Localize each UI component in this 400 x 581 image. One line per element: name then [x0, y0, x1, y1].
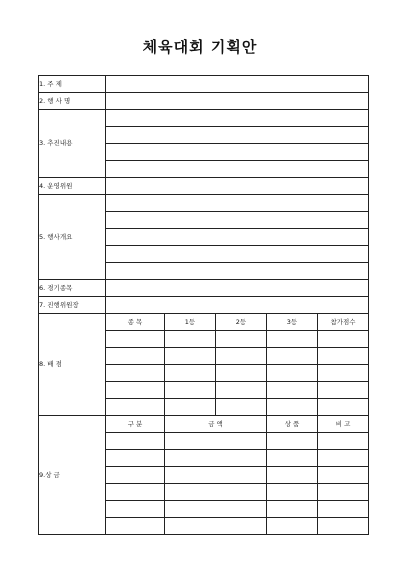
prize-cell[interactable] — [267, 433, 318, 450]
scoring-cell[interactable] — [106, 382, 165, 399]
details-row — [39, 110, 369, 127]
prize-header-goods: 상 품 — [267, 416, 318, 433]
overview-field[interactable] — [106, 212, 369, 229]
prize-cell[interactable] — [267, 518, 318, 535]
scoring-cell[interactable] — [165, 399, 216, 416]
prize-cell[interactable] — [106, 433, 165, 450]
prize-header-category: 구 분 — [106, 416, 165, 433]
theme-field[interactable] — [106, 76, 369, 93]
chair-field[interactable] — [106, 297, 369, 314]
overview-label: 5. 행사개요 — [39, 195, 106, 280]
scoring-header-second: 2등 — [216, 314, 267, 331]
overview-row — [39, 195, 369, 212]
scoring-header-participation: 참가점수 — [318, 314, 369, 331]
prize-cell[interactable] — [106, 484, 165, 501]
overview-field[interactable] — [106, 195, 369, 212]
scoring-cell[interactable] — [216, 399, 267, 416]
scoring-cell[interactable] — [267, 399, 318, 416]
prize-cell[interactable] — [165, 484, 267, 501]
prize-cell[interactable] — [318, 433, 369, 450]
scoring-cell[interactable] — [106, 331, 165, 348]
committee-row — [39, 178, 369, 195]
scoring-cell[interactable] — [216, 348, 267, 365]
scoring-header-third: 3등 — [267, 314, 318, 331]
scoring-cell[interactable] — [267, 382, 318, 399]
details-field[interactable] — [106, 127, 369, 144]
scoring-cell[interactable] — [165, 365, 216, 382]
events-field[interactable] — [106, 280, 369, 297]
prize-cell[interactable] — [165, 433, 267, 450]
scoring-cell[interactable] — [267, 348, 318, 365]
events-row — [39, 280, 369, 297]
prize-label: 9.상 금 — [39, 416, 106, 535]
prize-cell[interactable] — [267, 467, 318, 484]
prize-cell[interactable] — [165, 518, 267, 535]
scoring-cell[interactable] — [216, 365, 267, 382]
event-name-field[interactable] — [106, 93, 369, 110]
document-title: 체육대회 기획안 — [142, 38, 258, 56]
scoring-cell[interactable] — [165, 331, 216, 348]
prize-cell[interactable] — [318, 450, 369, 467]
prize-cell[interactable] — [318, 518, 369, 535]
scoring-cell[interactable] — [318, 331, 369, 348]
prize-cell[interactable] — [106, 518, 165, 535]
scoring-header-row — [39, 314, 369, 331]
scoring-cell[interactable] — [267, 365, 318, 382]
theme-row — [39, 76, 369, 93]
prize-header-remarks: 비 고 — [318, 416, 369, 433]
prize-cell[interactable] — [267, 484, 318, 501]
prize-cell[interactable] — [106, 501, 165, 518]
prize-cell[interactable] — [318, 484, 369, 501]
plan-form-table — [38, 75, 369, 535]
details-field[interactable] — [106, 161, 369, 178]
event-name-label: 2. 행 사 명 — [39, 93, 106, 110]
scoring-cell[interactable] — [216, 382, 267, 399]
scoring-header-first: 1등 — [165, 314, 216, 331]
overview-field[interactable] — [106, 246, 369, 263]
scoring-header-event: 종 목 — [106, 314, 165, 331]
prize-cell[interactable] — [165, 501, 267, 518]
scoring-label: 8. 배 점 — [39, 314, 106, 416]
overview-field[interactable] — [106, 229, 369, 246]
prize-header-amount: 금 액 — [165, 416, 267, 433]
prize-cell[interactable] — [165, 450, 267, 467]
prize-cell[interactable] — [165, 467, 267, 484]
scoring-cell[interactable] — [165, 348, 216, 365]
prize-cell[interactable] — [267, 501, 318, 518]
scoring-cell[interactable] — [267, 331, 318, 348]
details-field[interactable] — [106, 110, 369, 127]
scoring-cell[interactable] — [165, 382, 216, 399]
event-name-row — [39, 93, 369, 110]
scoring-cell[interactable] — [318, 382, 369, 399]
committee-label: 4. 운영위원 — [39, 178, 106, 195]
prize-cell[interactable] — [318, 501, 369, 518]
scoring-cell[interactable] — [318, 348, 369, 365]
prize-cell[interactable] — [106, 467, 165, 484]
scoring-cell[interactable] — [318, 399, 369, 416]
chair-row — [39, 297, 369, 314]
theme-label: 1. 주 제 — [39, 76, 106, 93]
committee-field[interactable] — [106, 178, 369, 195]
prize-cell[interactable] — [106, 450, 165, 467]
chair-label: 7. 진행위원장 — [39, 297, 106, 314]
prize-cell[interactable] — [318, 467, 369, 484]
events-label: 6. 경기종목 — [39, 280, 106, 297]
prize-cell[interactable] — [267, 450, 318, 467]
scoring-cell[interactable] — [106, 348, 165, 365]
scoring-cell[interactable] — [318, 365, 369, 382]
details-label: 3. 추진내용 — [39, 110, 106, 178]
prize-header-row — [39, 416, 369, 433]
scoring-cell[interactable] — [106, 365, 165, 382]
scoring-cell[interactable] — [106, 399, 165, 416]
details-field[interactable] — [106, 144, 369, 161]
scoring-cell[interactable] — [216, 331, 267, 348]
overview-field[interactable] — [106, 263, 369, 280]
